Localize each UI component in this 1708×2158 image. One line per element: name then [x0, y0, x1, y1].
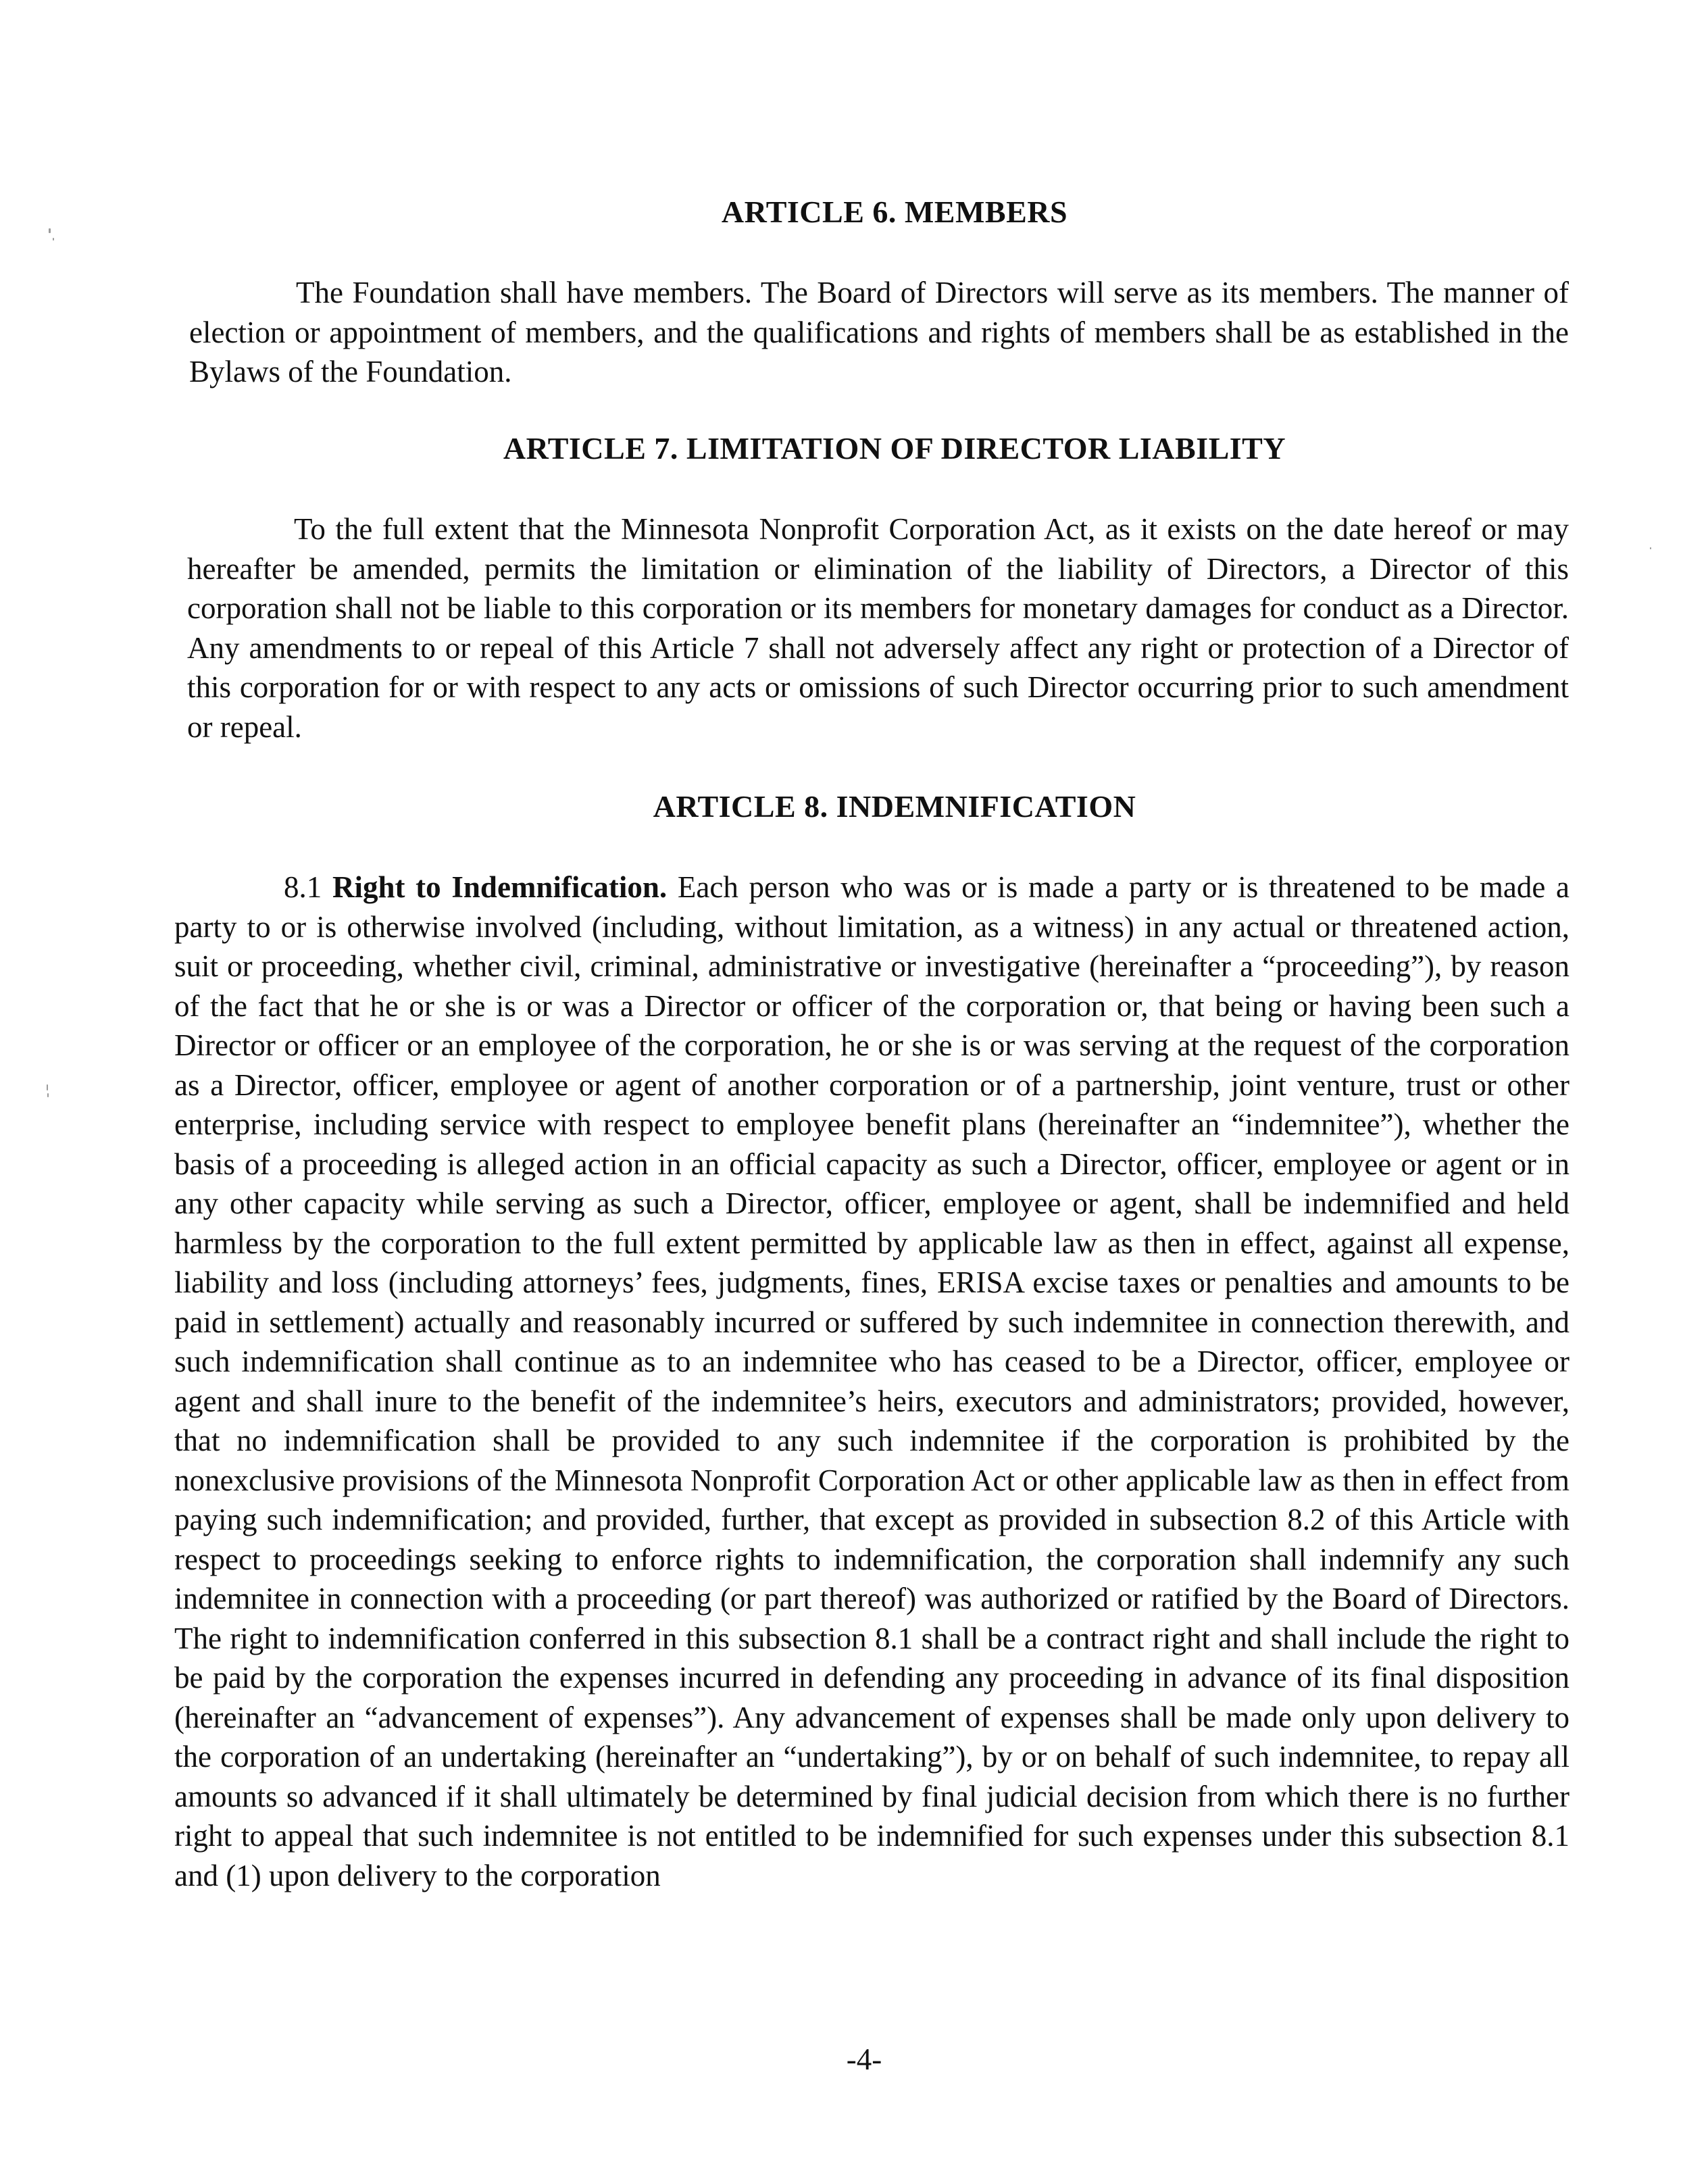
- section-8-1-body: Each person who was or is made a party or is threatened to be made a party to or is otherwise involved (including, without limitation, as a witness) in any actual or threatened action, suit or proceeding, whether civil, criminal, administrative or investigative (hereinafter a “proceeding”), by reason of the fact that he or she is or was a Director or officer of the corporation or, that being or having been such a Director or officer or an employee of the corporation, he or she is or was serving at the request of the corporation as a Director, officer, employee or agent of another corporation or of a partnership, joint venture, trust or other enterprise, including service with respect to employee benefit plans (hereinafter an “indemnitee”), whether the basis of a proceeding is alleged action in an official capacity as such a Director, officer, employee or agent or in any other capacity while serving as such a Director, officer, employee or agent, shall be indemnified and held harmless by the corporation to the full extent permitted by applicable law as then in effect, against all expense, liability and loss (including attorneys’ fees, judgments, fines, ERISA excise taxes or penalties and amounts to be paid in settlement) actually and reasonably incurred or suffered by such indemnitee in connection therewith, and such indemnification shall continue as to an indemnitee who has ceased to be a Director, officer, employee or agent and shall inure to the benefit of the indemnitee’s heirs, executors and administrators; provided, however, that no indemnification shall be provided to any such indemnitee if the corporation is prohibited by the nonexclusive provisions of the Minnesota Nonprofit Corporation Act or other applicable law as then in effect from paying such indemnification; and provided, further, that except as provided in subsection 8.2 of this Article with respect to proceedings seeking to enforce rights to indemnification, the corporation shall indemnify any such indemnitee in connection with a proceeding (or part thereof) was authorized or ratified by the Board of Directors. The right to indemnification conferred in this subsection 8.1 shall be a contract right and shall include the right to be paid by the corporation the expenses incurred in defending any proceeding in advance of its final disposition (hereinafter an “advancement of expenses”). Any advancement of expenses shall be made only upon delivery to the corporation of an undertaking (hereinafter an “undertaking”), by or on behalf of such indemnitee, to repay all amounts so advanced if it shall ultimately be determined by final judicial decision from which there is no further right to appeal that such indemnitee is not entitled to be indemnified for such expenses under this subsection 8.1 and (1) upon delivery to the corporation: [174, 870, 1570, 1892]
- article-7-body: To the full extent that the Minnesota Nonprofit Corporation Act, as it exists on the date hereof or may hereafter be amended, permits the limitation or elimination of the liability of Directors, a Director of this corporation shall not be liable to this corporation or its members for monetary damages for conduct as a Director. Any amendments to or repeal of this Article 7 shall not adversely affect any right or protection of a Director of this corporation for or with respect to any acts or omissions of such Director occurring prior to such amendment or repeal.: [187, 512, 1569, 744]
- scan-speck: [47, 1084, 48, 1090]
- article-6-body: The Foundation shall have members. The Board of Directors will serve as its members. The manner of election or appointment of members, and the qualifications and rights of members shall be as established in the Bylaws of the Foundation.: [189, 276, 1569, 388]
- article-8-heading: ARTICLE 8. INDEMNIFICATION: [653, 789, 1136, 824]
- article-7-heading: ARTICLE 7. LIMITATION OF DIRECTOR LIABILITY: [503, 431, 1286, 466]
- page-number: -4-: [846, 2042, 882, 2076]
- section-number: 8.1: [284, 870, 322, 904]
- article-6-heading: ARTICLE 6. MEMBERS: [721, 195, 1068, 229]
- section-title: Right to Indemnification.: [332, 870, 668, 904]
- section-8-1-paragraph: [174, 868, 1569, 1895]
- scan-speck: [47, 1093, 49, 1097]
- scan-speck: [1650, 547, 1651, 549]
- scan-speck: [53, 238, 54, 241]
